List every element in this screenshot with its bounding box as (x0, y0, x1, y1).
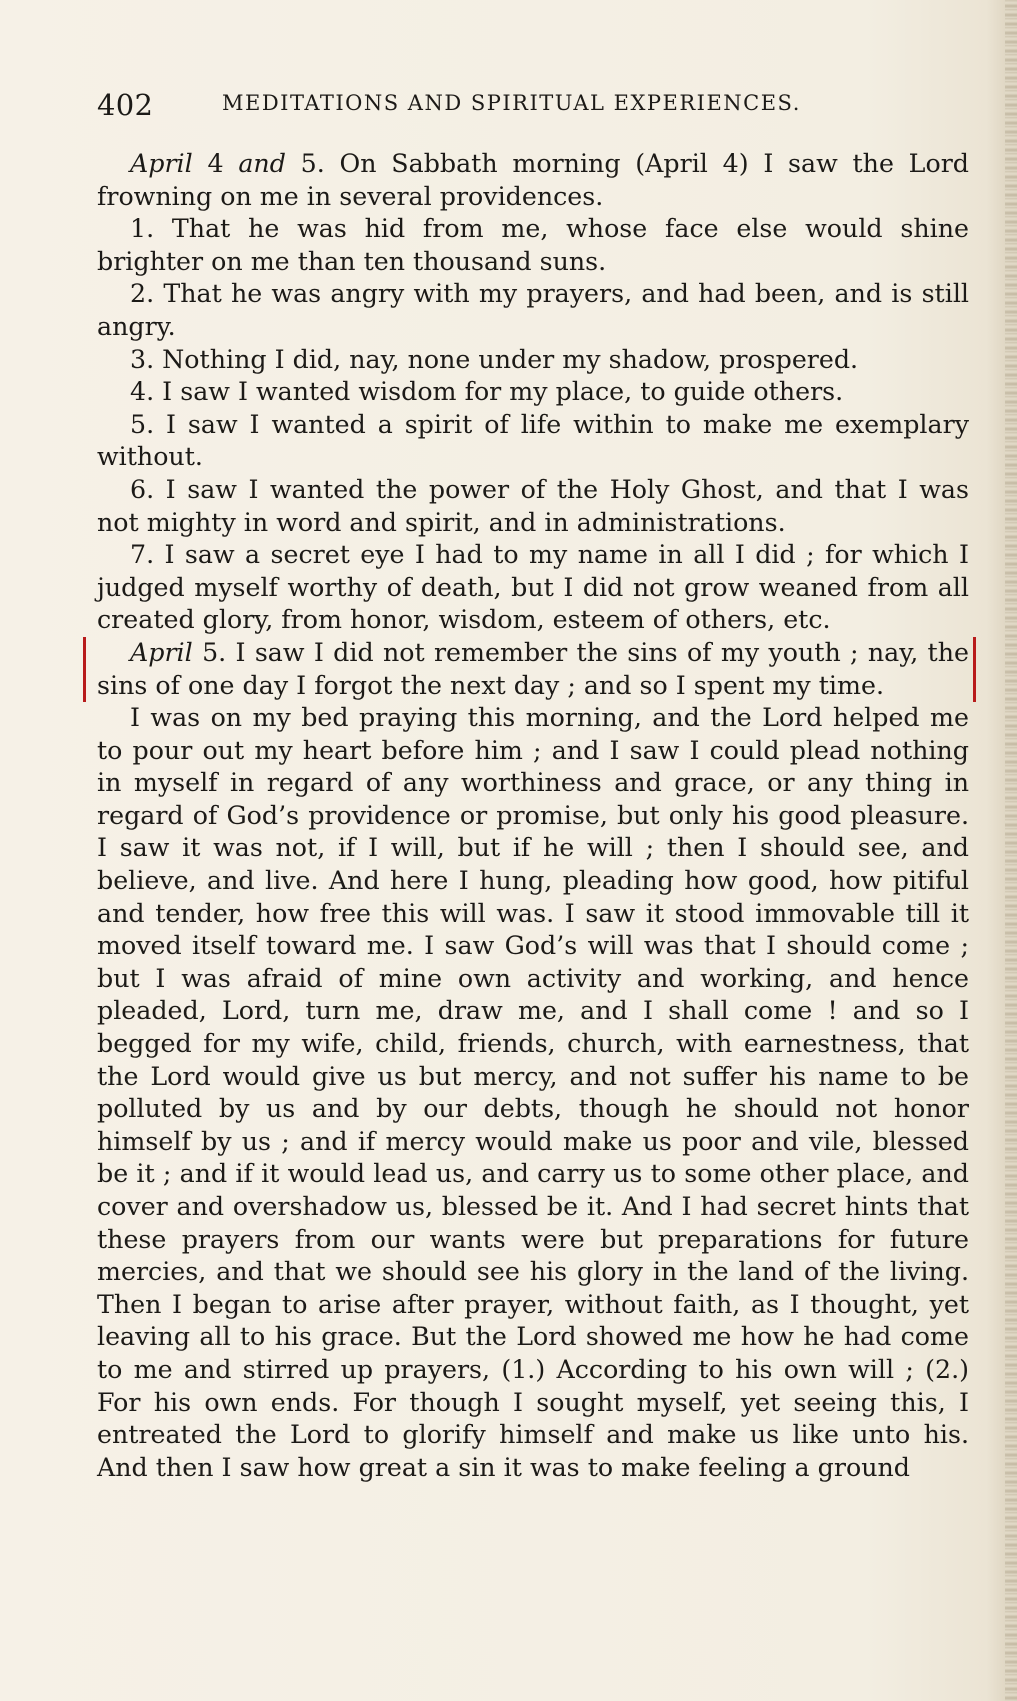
page-number: 402 (97, 88, 154, 122)
list-item-5: 5. I saw I wanted a spirit of life within to make me exemplary without. (97, 409, 969, 472)
list-item-4: 4. I saw I wanted wisdom for my place, to guide others. (130, 377, 844, 407)
date-label: April (130, 637, 193, 667)
paragraph-bed-prayer: I was on my bed praying this morning, and the Lord helped me to pour out my heart before him ; and I saw I could plead nothing in myself in regard of any worthiness and grace, or any thing in regard of God’s providence or promise, but only his good pleasure. I saw it was not, if I will, but if he will ; then I should see, and believe, and live. And here I hung, pleading how good, how pitiful and tender, how free this will was. I saw it stood immovable till it moved itself toward me. I saw God’s will was that I should come ; but I was afraid of mine own activity and working, and hence pleaded, Lord, turn me, draw me, and I shall come ! and so I begged for my wife, child, friends, church, with earnestness, that the Lord would give us but mercy, and not suffer his name to be polluted by us and by our debts, though he should not honor himself by us ; and if mercy would make us poor and vile, blessed be it ; and if it would lead us, and carry us to some other place, and cover and overshadow us, blessed be it. And I had secret hints that these prayers from our wants were but preparations for future mercies, and that we should see his glory in the land of the living. Then I began to arise after prayer, without faith, as I thought, yet leaving all to his grace. But the Lord showed me how he had come to me and stirred up prayers, (1.) According to his own will ; (2.) For his own ends. For though I sought myself, yet seeing this, I entreated the Lord to glorify himself and make us like unto his. And then I saw how great a sin it was to make feeling a ground (97, 703, 969, 1482)
date-label: April (130, 149, 193, 178)
list-item-3: 3. Nothing I did, nay, none under my shadow, prospered. (130, 344, 859, 374)
paragraph-april-4-5: April 4 and 5. On Sabbath morning (April 4) I saw the Lord frowning on me in several providences. (97, 149, 969, 211)
page-edge (1005, 0, 1017, 1701)
list-item-1: 1. That he was hid from me, whose face else would shine brighter on me than ten thousand suns. (97, 214, 969, 276)
list-item-2: 2. That he was angry with my prayers, and had been, and is still angry. (97, 279, 969, 341)
body-text (97, 148, 969, 1484)
running-title: MEDITATIONS AND SPIRITUAL EXPERIENCES. (222, 91, 801, 115)
list-item-7: 7. I saw a secret eye I had to my name in all I did ; for which I judged myself worthy of death, but I did not grow weaned from all created glory, from honor, wisdom, esteem of others, etc. (97, 540, 969, 635)
list-item-6: 6. I saw I wanted the power of the Holy Ghost, and that I was not mighty in word and spirit, and in administrations. (97, 474, 969, 537)
paragraph-april-5-marked: April 5. I saw I did not remember the sins of my youth ; nay, the sins of one day I forgot the next day ; and so I spent my time. (83, 637, 976, 702)
